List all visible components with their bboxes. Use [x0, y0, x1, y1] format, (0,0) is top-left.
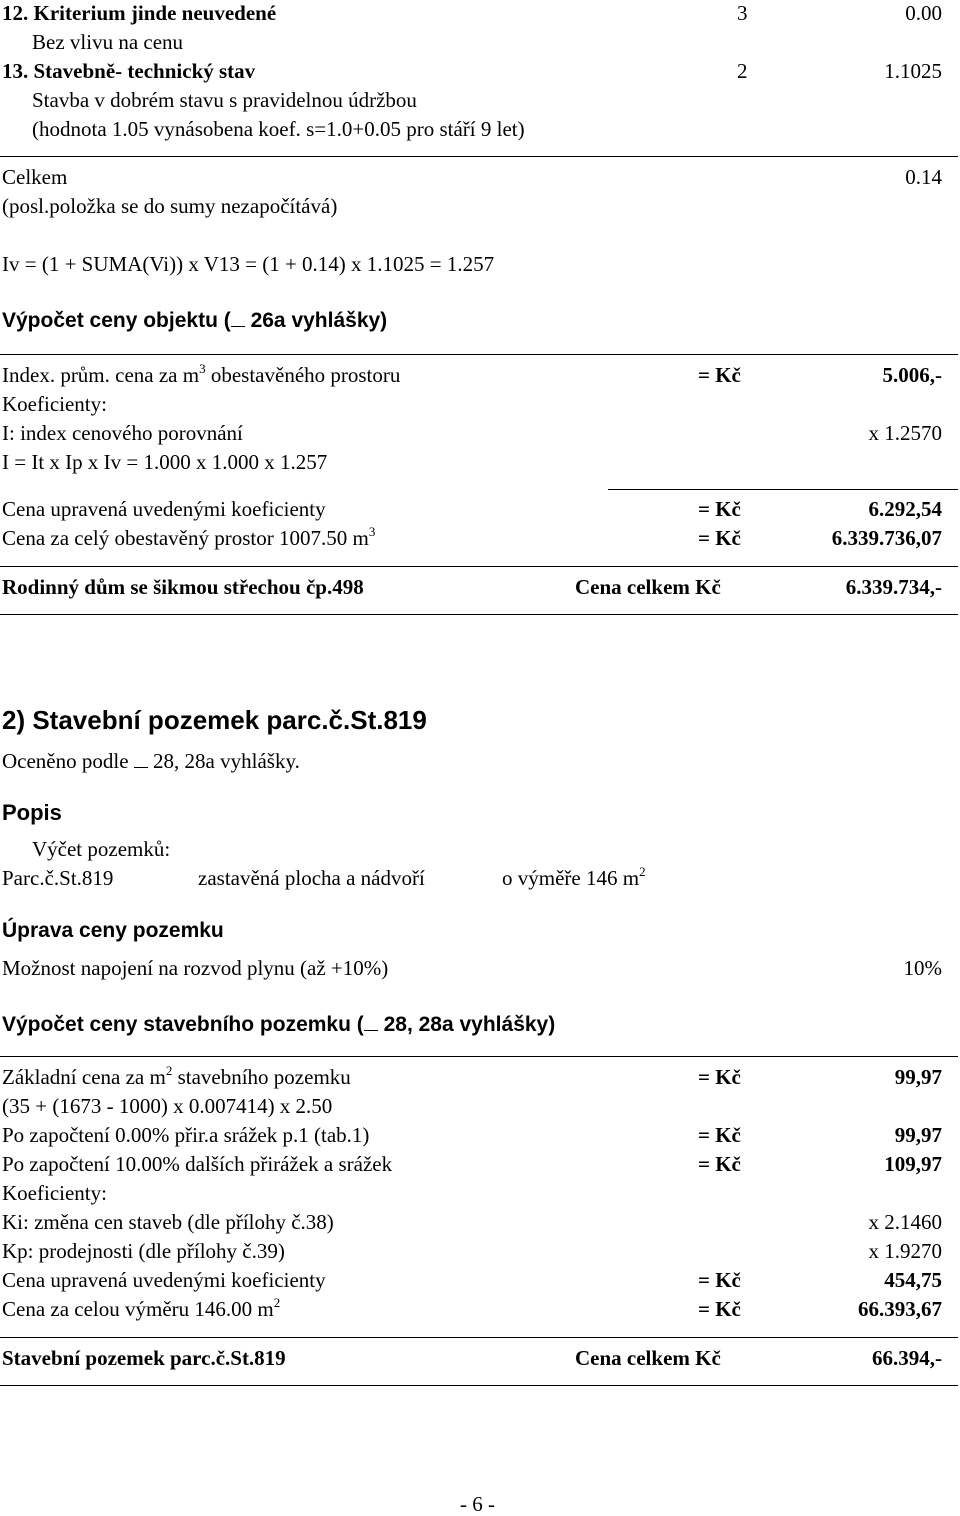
p1-unit: = Kč — [698, 1123, 741, 1147]
coefficients-label: Koeficienty: — [2, 392, 107, 416]
criterion-13-desc-2: (hodnota 1.05 vynásobena koef. s=1.0+0.05 pro stáří 9 let) — [32, 117, 525, 141]
divider — [0, 354, 958, 355]
section-sign-placeholder — [364, 1012, 378, 1031]
land-whole-unit: = Kč — [698, 1297, 741, 1321]
total-label: Celkem — [2, 165, 68, 189]
divider — [0, 1337, 958, 1338]
building-summary-mid: Cena celkem Kč — [575, 575, 721, 599]
adjusted-price-label: Cena upravená uvedenými koeficienty — [2, 497, 326, 521]
p2-label: Po započtení 10.00% dalších přirážek a srážek — [2, 1152, 393, 1176]
divider — [0, 1056, 958, 1057]
p1-value: 99,97 — [894, 1123, 942, 1147]
building-summary-label: Rodinný dům se šikmou střechou čp.498 — [2, 575, 364, 599]
base-price-value: 99,97 — [894, 1065, 942, 1089]
criterion-13-desc-1: Stavba v dobrém stavu s pravidelnou údržbou — [32, 88, 417, 112]
land-adjusted-unit: = Kč — [698, 1268, 741, 1292]
parcel-list-label: Výčet pozemků: — [32, 837, 171, 861]
p1-label: Po započtení 0.00% přir.a srážek p.1 (tab.1) — [2, 1123, 370, 1147]
whole-volume-value: 6.339.736,07 — [831, 526, 942, 550]
index-price-unit: = Kč — [698, 363, 741, 387]
ki-value: x 2.1460 — [868, 1210, 942, 1234]
land-adjusted-label: Cena upravená uvedenými koeficienty — [2, 1268, 326, 1292]
land-calc-heading: Výpočet ceny stavebního pozemku ( 28, 28a vyhlášky) — [2, 1013, 556, 1036]
criterion-13-value: 1.1025 — [884, 59, 942, 83]
divider — [608, 489, 958, 490]
section-sign-placeholder — [231, 308, 245, 327]
parcel-id: Parc.č.St.819 — [2, 866, 114, 890]
land-heading: 2) Stavební pozemek parc.č.St.819 — [2, 705, 427, 735]
land-summary-value: 66.394,- — [872, 1346, 942, 1370]
divider — [0, 614, 958, 615]
base-price-label: Základní cena za $m^2$ stavebního pozemku — [2, 1063, 351, 1089]
total-value: 0.14 — [905, 165, 942, 189]
criterion-12-title: 12. Kriterium jinde neuvedené — [2, 1, 277, 25]
index-price-value: 5.006,- — [882, 363, 942, 387]
section-sign-placeholder — [134, 749, 148, 768]
parcel-area: o výměře 146 $m^2$ — [502, 864, 646, 890]
index-comparison-value: x 1.2570 — [868, 421, 942, 445]
land-summary-label: Stavební pozemek parc.č.St.819 — [2, 1346, 286, 1370]
gas-label: Možnost napojení na rozvod plynu (až +10%) — [2, 956, 389, 980]
criterion-13-title: 13. Stavebně- technický stav — [2, 59, 256, 83]
land-whole-value: 66.393,67 — [858, 1297, 942, 1321]
divider — [0, 566, 958, 567]
index-formula: I = It x Ip x Iv = 1.000 x 1.000 x 1.257 — [2, 450, 328, 474]
total-note: (posl.položka se do sumy nezapočítává) — [2, 194, 338, 218]
adjusted-price-unit: = Kč — [698, 497, 741, 521]
criterion-13-points: 2 — [737, 59, 748, 83]
ki-label: Ki: změna cen staveb (dle přílohy č.38) — [2, 1210, 334, 1234]
kp-value: x 1.9270 — [868, 1239, 942, 1263]
divider — [0, 1385, 958, 1386]
land-summary-mid: Cena celkem Kč — [575, 1346, 721, 1370]
parcel-desc: zastavěná plocha a nádvoří — [198, 866, 425, 890]
whole-volume-unit: = Kč — [698, 526, 741, 550]
whole-volume-label: Cena za celý obestavěný prostor 1007.50 $m^3$ — [2, 524, 376, 550]
criterion-12-value: 0.00 — [905, 1, 942, 25]
building-summary-value: 6.339.734,- — [845, 575, 942, 599]
adjusted-price-value: 6.292,54 — [868, 497, 942, 521]
index-comparison-label: I: index cenového porovnání — [2, 421, 243, 445]
p2-value: 109,97 — [884, 1152, 942, 1176]
base-price-formula: (35 + (1673 - 1000) x 0.007414) x 2.50 — [2, 1094, 333, 1118]
building-calc-heading: Výpočet ceny objektu ( 26a vyhlášky) — [2, 309, 388, 332]
index-price-label: Index. prům. cena za $m^3$ obestavěného prostoru — [2, 361, 401, 387]
adjust-heading: Úprava ceny pozemku — [2, 919, 224, 942]
criterion-12-points: 3 — [737, 1, 748, 25]
base-price-unit: = Kč — [698, 1065, 741, 1089]
valued-note: Oceněno podle 28, 28a vyhlášky. — [2, 749, 300, 773]
iv-formula: Iv = (1 + SUMA(Vi)) x V13 = (1 + 0.14) x 1.1025 = 1.257 — [2, 252, 495, 276]
coefficients-label: Koeficienty: — [2, 1181, 107, 1205]
divider — [0, 156, 958, 157]
gas-value: 10% — [903, 956, 942, 980]
land-adjusted-value: 454,75 — [884, 1268, 942, 1292]
land-whole-label: Cena za celou výměru 146.00 $m^2$ — [2, 1295, 281, 1321]
kp-label: Kp: prodejnosti (dle přílohy č.39) — [2, 1239, 285, 1263]
popis-heading: Popis — [2, 800, 62, 825]
p2-unit: = Kč — [698, 1152, 741, 1176]
page-number: - 6 - — [460, 1492, 495, 1516]
criterion-12-desc: Bez vlivu na cenu — [32, 30, 184, 54]
